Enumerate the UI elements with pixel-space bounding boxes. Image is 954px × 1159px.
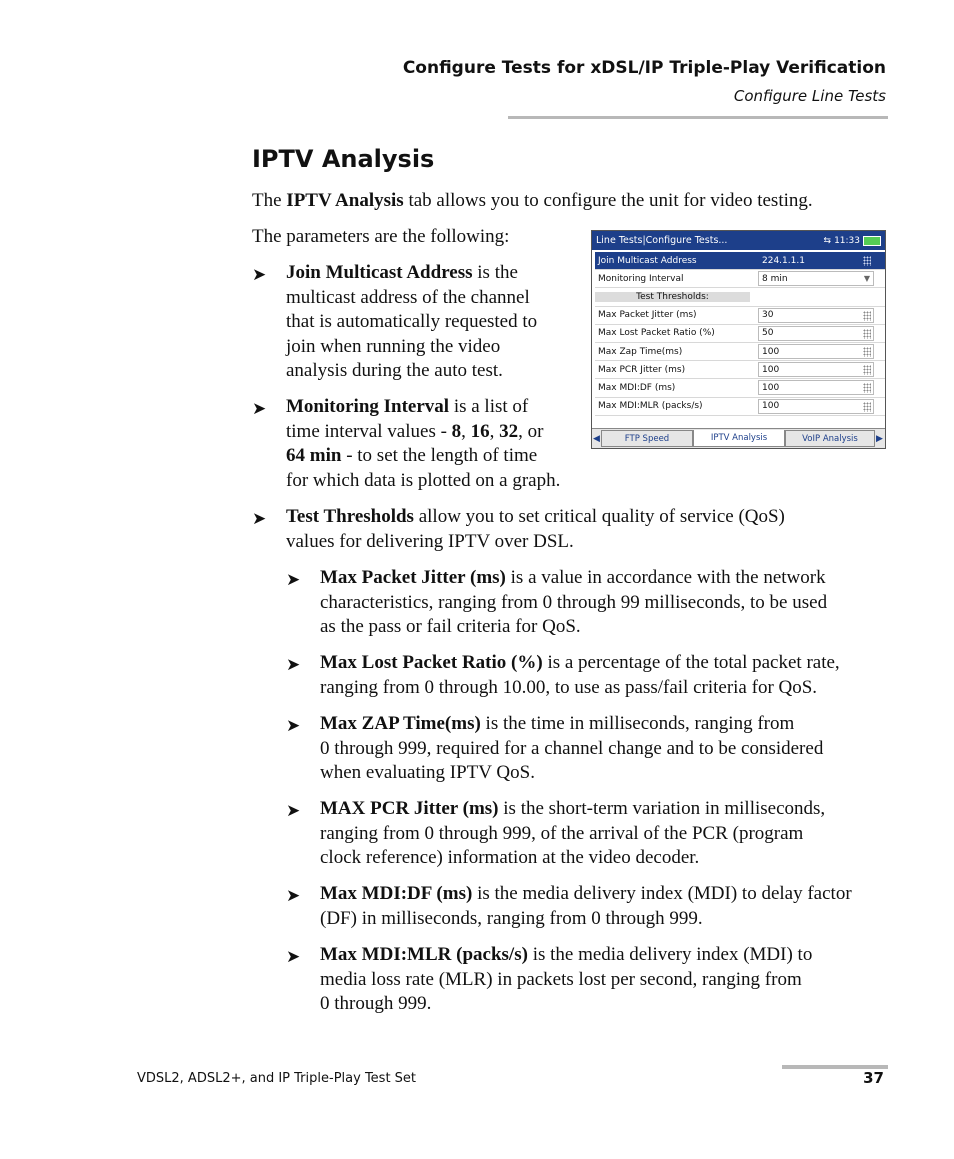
- row-label: Max Packet Jitter (ms): [598, 310, 697, 321]
- max-zap-time-item: Max ZAP Time(ms) is the time in milliseconds, ranging from 0 through 999, required for a channel change and to be considered when evaluating IPTV QoS.: [320, 713, 824, 784]
- join-multicast-item: Join Multicast Address is the multicast address of the channel that is automatically requested to join when running the video analysis during the auto test.: [286, 262, 538, 382]
- dropdown-arrow-icon: ▼: [863, 274, 870, 284]
- monitoring-interval-row[interactable]: [595, 270, 885, 288]
- max-lost-packet-ratio-row[interactable]: [595, 325, 885, 343]
- bullet-icon: ➤: [286, 947, 301, 967]
- bullet-icon: ➤: [252, 265, 267, 285]
- keypad-icon: [863, 347, 871, 357]
- keypad-icon: [863, 365, 871, 375]
- max-packet-jitter-field[interactable]: 30: [758, 308, 874, 323]
- section-running-title: Configure Line Tests: [733, 87, 886, 105]
- max-lost-packet-ratio-field[interactable]: 50: [758, 326, 874, 341]
- tab-iptv-analysis[interactable]: IPTV Analysis: [693, 430, 785, 447]
- intro-paragraph: The IPTV Analysis tab allows you to configure the unit for video testing.: [252, 190, 813, 211]
- row-label: Max PCR Jitter (ms): [598, 364, 686, 375]
- device-title: Line Tests|Configure Tests...: [596, 235, 728, 246]
- row-label: Test Thresholds:: [595, 292, 750, 302]
- max-packet-jitter-item: Max Packet Jitter (ms) is a value in accordance with the network characteristics, ranging from 0 through 99 milliseconds, to be used as the pass or fail criteria for QoS.: [320, 567, 828, 638]
- tab-scroll-right-icon[interactable]: ▶: [876, 433, 883, 444]
- max-mdi-mlr-item: Max MDI:MLR (packs/s) is the media delivery index (MDI) to media loss rate (MLR) in packets lost per second, ranging from 0 through 999.: [320, 944, 813, 1015]
- max-zap-time-field[interactable]: 100: [758, 344, 874, 359]
- test-thresholds-item: Test Thresholds allow you to set critical quality of service (QoS) values for delivering IPTV over DSL.: [286, 506, 785, 552]
- join-multicast-field[interactable]: 224.1.1.1: [758, 253, 874, 268]
- header-rule: [508, 116, 888, 119]
- page-number: 37: [863, 1069, 884, 1087]
- section-heading: IPTV Analysis: [252, 145, 435, 173]
- chapter-title: Configure Tests for xDSL/IP Triple-Play Verification: [402, 58, 886, 78]
- keypad-icon: [863, 329, 871, 339]
- keypad-icon: [863, 383, 871, 393]
- max-zap-time-row[interactable]: [595, 343, 885, 361]
- battery-icon: [863, 236, 881, 246]
- max-pcr-jitter-item: MAX PCR Jitter (ms) is the short-term variation in milliseconds, ranging from 0 through 999, of the arrival of the PCR (program clock reference) information at the video decoder.: [320, 798, 826, 869]
- bullet-icon: ➤: [286, 716, 301, 736]
- bullet-icon: ➤: [252, 399, 267, 419]
- tab-ftp-speed[interactable]: FTP Speed: [601, 430, 693, 447]
- row-label: Max MDI:MLR (packs/s): [598, 401, 703, 412]
- row-label: Monitoring Interval: [598, 273, 684, 284]
- bullet-icon: ➤: [286, 570, 301, 590]
- footer-product-name: VDSL2, ADSL2+, and IP Triple-Play Test Set: [137, 1071, 417, 1086]
- max-lost-packet-ratio-item: Max Lost Packet Ratio (%) is a percentage of the total packet rate, ranging from 0 through 10.00, to use as pass/fail criteria for QoS.: [320, 652, 840, 698]
- tab-voip-analysis[interactable]: VoIP Analysis: [785, 430, 875, 447]
- test-thresholds-header: [595, 288, 885, 306]
- row-label: Max Zap Time(ms): [598, 346, 683, 357]
- monitoring-interval-item: Monitoring Interval is a list of time interval values - 8, 16, 32, or 64 min - to set the length of time for which data is plotted on a graph.: [286, 396, 561, 491]
- bullet-icon: ➤: [286, 886, 301, 906]
- device-settings-list: [595, 252, 885, 416]
- bullet-icon: ➤: [252, 509, 267, 529]
- bullet-icon: ➤: [286, 801, 301, 821]
- device-screenshot: [591, 230, 886, 449]
- tab-scroll-left-icon[interactable]: ◀: [593, 433, 600, 444]
- max-mdi-df-item: Max MDI:DF (ms) is the media delivery index (MDI) to delay factor (DF) in milliseconds, ranging from 0 through 999.: [320, 883, 852, 929]
- keypad-icon: [863, 311, 871, 321]
- row-label: Max MDI:DF (ms): [598, 382, 676, 393]
- max-mdi-mlr-field[interactable]: 100: [758, 399, 874, 414]
- max-pcr-jitter-field[interactable]: 100: [758, 362, 874, 377]
- join-multicast-row[interactable]: [595, 252, 885, 270]
- signal-icon: ⇆: [823, 235, 832, 246]
- keypad-icon: [863, 402, 871, 412]
- params-lead: The parameters are the following:: [252, 226, 510, 247]
- device-title-bar: [592, 231, 885, 250]
- max-mdi-df-row[interactable]: [595, 379, 885, 397]
- bullet-icon: ➤: [286, 655, 301, 675]
- row-label: Join Multicast Address: [598, 255, 697, 266]
- max-pcr-jitter-row[interactable]: [595, 361, 885, 379]
- device-tab-bar: [592, 428, 885, 448]
- monitoring-interval-select[interactable]: 8 min ▼: [758, 271, 874, 286]
- keypad-icon: [863, 256, 871, 266]
- max-packet-jitter-row[interactable]: [595, 307, 885, 325]
- device-clock: 11:33: [834, 235, 860, 246]
- max-mdi-df-field[interactable]: 100: [758, 380, 874, 395]
- max-mdi-mlr-row[interactable]: [595, 398, 885, 416]
- row-label: Max Lost Packet Ratio (%): [598, 328, 715, 339]
